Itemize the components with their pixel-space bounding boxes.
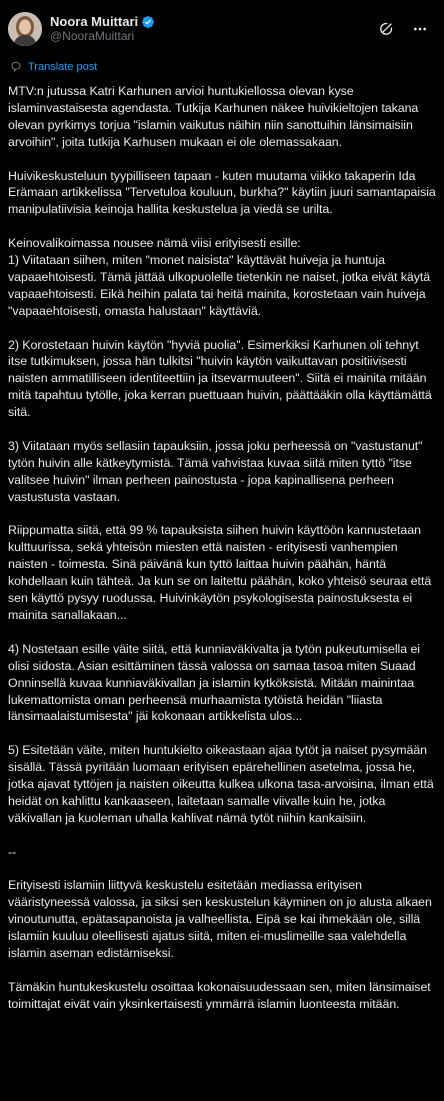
post-text	[8, 83, 440, 1013]
translate-label[interactable]: Translate post	[28, 61, 98, 73]
paragraph-4: 2) Korostetaan huivin käytön "hyviä puolia". Esimerkiksi Karhunen oli tehnyt itse tutkimuksen, jossa hän tulkitsi "huivin käytön vaikuttavan positiivisesti naisten ammatilliseen identiteettiin ja itsevarmuuteen". Siitä ei mainita mitään mitä tapahtuu tytölle, joka kerran puettuaan huivin, päättääkin olla käyttämättä sitä.	[8, 337, 436, 420]
verified-badge-icon	[141, 15, 155, 29]
paragraph-3: Keinovalikoimassa nousee nämä viisi erityisesti esille: 1) Viitataan siihen, miten "monet naisista" käyttävät huiveja ja huntuja vapaaehtoisesti. Tämä jättää ulkopuolelle tietenkin ne naiset, jotka eivät käytä vapaaehtoisesti. Eikä heihin palata tai heitä mainita, korostetaan vain huiveja "vapaaehtoisesti, omasta halustaan" käyttäviä.	[8, 236, 431, 318]
paragraph-2: Huivikeskusteluun tyypilliseen tapaan - kuten muutama viikko takaperin Ida Erämaan artikkelissa "Tervetuloa kouluun, burkha?" käytiin juuri samantapaisia manipulatiivisia keinoja hallita keskustelua ja viedä se urilta.	[8, 168, 440, 217]
paragraph-6: Riippumatta siitä, että 99 % tapauksista siihen huivin käyttöön kannustetaan kulttuurissa, sekä yhteisön miesten että naisten - erityisesti vanhempien naisten - toimesta. Sinä päivänä kun tyttö laittaa huivin päähän, häntä kohdellaan kuin tähteä. Ja kun se on laitettu päähän, koko yhteisö seuraa että sen käyttö pysyy ruodussa. Huivinkäytön psykologisesta painostuksesta ei mainita sanallakaan...	[8, 523, 435, 623]
post-header	[8, 10, 436, 48]
translate-icon	[10, 61, 22, 73]
grok-icon[interactable]	[378, 21, 394, 37]
author-handle[interactable]: @NooraMuittari	[50, 29, 135, 43]
author-names	[50, 14, 155, 44]
more-options-icon[interactable]	[412, 21, 428, 37]
translate-post-link[interactable]	[10, 60, 436, 74]
paragraph-7: 4) Nostetaan esille väite siitä, että kunniaväkivalta ja tytön pukeutumisella ei olisi sidosta. Asian esittäminen tässä valossa on samaa tasoa miten Suaad Onninsellä kuvaa kunniaväkivallan ja islamin kytköksistä. Mitään mainintaa lukemattomista oman perheensä murhaamista tytöistä heidän "liiasta länsimaalaistumisesta" jäi kokonaan artikkelista ulos...	[8, 641, 424, 724]
separator-text: --	[8, 844, 17, 859]
author-name[interactable]: Noora Muittari	[50, 14, 139, 29]
paragraph-10: Tämäkin huntukeskustelu osoittaa kokonaisuudessaan sen, miten länsimaiset toimittajat eivät vain yksinkertaisesti ymmärrä islamin luonteesta mitään.	[8, 979, 435, 1011]
paragraph-5: 3) Viitataan myös sellasiin tapauksiin, jossa joku perheessä on "vastustanut" tytön huivin alle kätkeytymistä. Tämä vahvistaa kuvaa siitä miten tyttö "itse valitsee huivin" ilman perheen painostusta - jopa kapinallisena perheen vastustusta vastaan.	[8, 438, 426, 504]
avatar[interactable]	[8, 12, 42, 46]
paragraph-9: Erityisesti islamiin liittyvä keskustelu esitetään mediassa erityisen vääristyneessä valossa, ja siksi sen keskustelun käyminen on jo alusta alkaen vinoutunutta, epätasapanoista ja valheellista. Eipä se kai ihmekään ole, sillä islamiin kuuluu oleellisesti ajatus siitä, miten ei-muslimeille saa valehdella islamin aseman edistämiseksi.	[8, 878, 436, 961]
paragraph-8: 5) Esitetään väite, miten huntukielto oikeastaan ajaa tytöt ja naiset pysymään sisällä. Tässä pyritään luomaan erityisen epärehellinen asetelma, jossa he, jotka ajavat tyttöjen ja naisten oikeutta kulkea ulkona tasa-arvoisina, ilman että heidät on kahlittu kankaaseen, laitetaan samalle viivalle kuin he, jotka väkivallan ja kuoleman uhalla kahlivat nämä tytöt niihin kankaisiin.	[8, 743, 438, 825]
header-actions	[378, 21, 436, 37]
paragraph-1: MTV:n jutussa Katri Karhunen arvioi huntukiellossa olevan kyse islaminvastaisesta agendasta. Tutkija Karhunen näkee huivikieltojen takana olevan pyrkimys torjua "islamin vaikutus näihin niin sanottuihin länsimaisiin arvoihin", joita tutkija Karhusen mukaan ei ole olemassakaan.	[8, 84, 422, 149]
author-name-row	[50, 14, 155, 29]
